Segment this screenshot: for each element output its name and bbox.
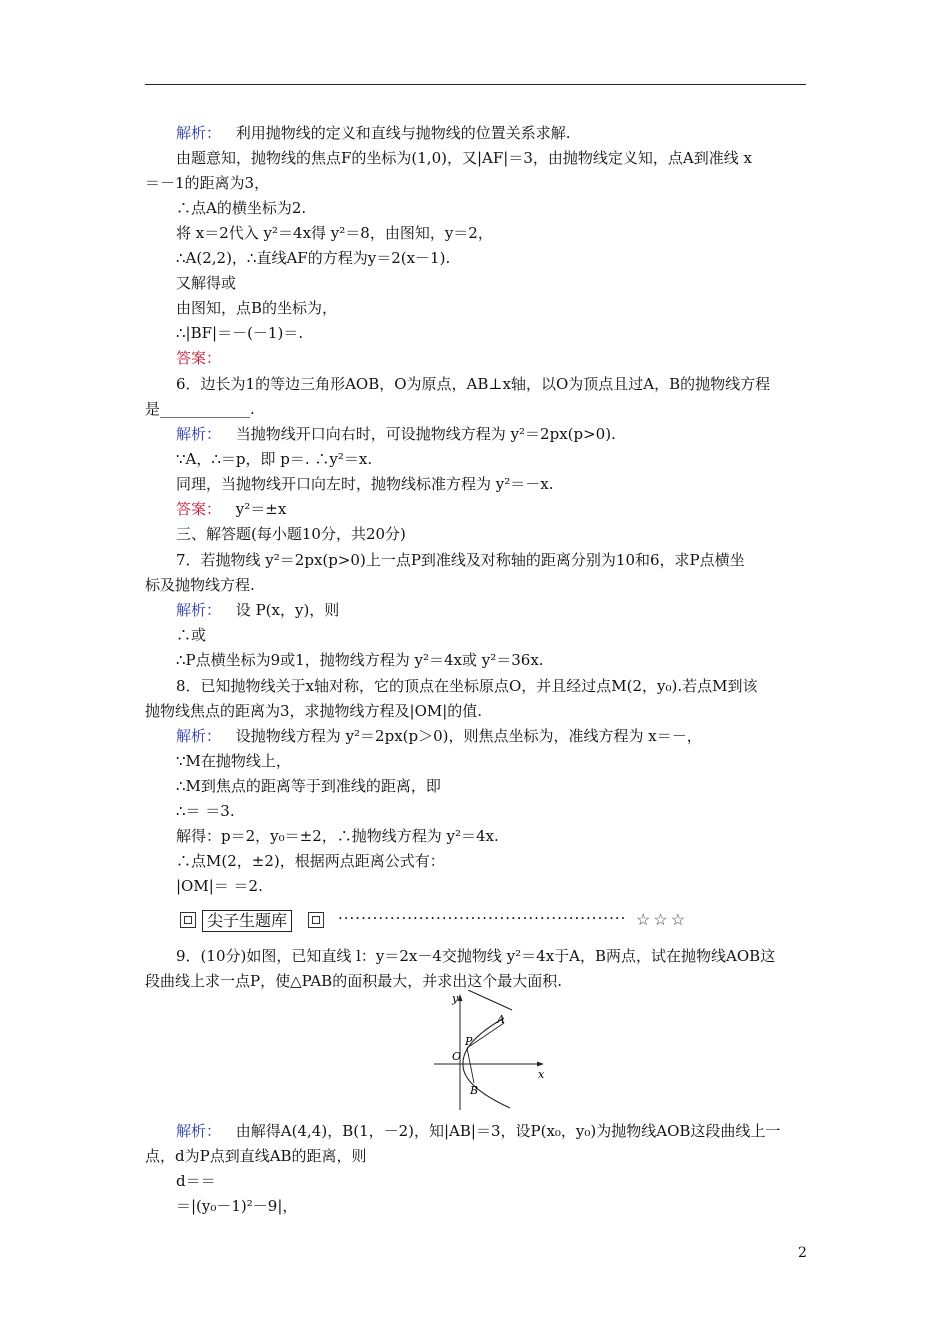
- banner-title: 尖子生题库: [202, 910, 292, 932]
- segment-pb: [467, 1048, 474, 1083]
- q8-line-4: ∴M到焦点的距离等于到准线的距离，即: [176, 777, 441, 795]
- line-3: ＝－1的距离为3，: [145, 174, 270, 192]
- analysis-text: 利用抛物线的定义和直线与抛物线的位置关系求解.: [235, 124, 571, 142]
- q6-solution: [176, 424, 616, 444]
- answer-text: y²＝±x: [235, 500, 287, 518]
- point-a-label: A: [497, 1013, 505, 1026]
- analysis-text: 设抛物线方程为 y²＝2px(p＞0)，则焦点坐标为，准线方程为 x＝－，: [235, 727, 702, 745]
- question-6-line-2: 是____________.: [145, 400, 255, 418]
- q8-line-3: ∵M在抛物线上，: [176, 752, 291, 770]
- star-rating-icon: ☆☆☆: [636, 910, 689, 929]
- page-number: 2: [798, 1245, 807, 1261]
- analysis-label: 解析：: [176, 727, 222, 745]
- question-7-line-1: 7．若抛物线 y²＝2px(p>0)上一点P到准线及对称轴的距离分别为10和6，求P点横坐: [176, 551, 745, 569]
- answer-label: 答案：: [176, 349, 222, 367]
- line-5: 将 x＝2代入 y²＝4x得 y²＝8，由图知，y＝2，: [176, 224, 493, 242]
- parabola-figure: [432, 990, 552, 1114]
- q8-line-6: 解得：p＝2，y₀＝±2，∴抛物线方程为 y²＝4x.: [176, 827, 499, 845]
- line-4: ∴点A的横坐标为2.: [176, 199, 307, 217]
- analysis-label: 解析：: [176, 1122, 222, 1140]
- analysis-label: 解析：: [176, 124, 222, 142]
- box-right-icon: [308, 912, 324, 928]
- section-3-heading: 三、解答题(每小题10分，共20分): [176, 525, 406, 543]
- line-1: [176, 123, 571, 143]
- point-b-label: B: [470, 1084, 479, 1097]
- y-axis-arrow-icon: [458, 994, 463, 1001]
- q9-line-5: ＝|(y₀－1)²－9|，: [176, 1197, 298, 1215]
- origin-label: O: [452, 1050, 462, 1063]
- q8-line-7: ∴点M(2，±2)，根据两点距离公式有：: [176, 852, 445, 870]
- line-2: 由题意知，抛物线的焦点F的坐标为(1,0)，又|AF|＝3，由抛物线定义知，点A到准线 x: [176, 149, 752, 167]
- question-8-line-2: 抛物线焦点的距离为3，求抛物线方程及|OM|的值.: [145, 702, 483, 720]
- line-8: 由图知，点B的坐标为，: [176, 299, 338, 317]
- analysis-text: 设 P(x，y)，则: [235, 601, 340, 619]
- question-7-line-2: 标及抛物线方程.: [145, 576, 255, 594]
- point-p-label: P: [465, 1035, 473, 1048]
- q6-answer: [176, 499, 286, 519]
- analysis-text: 当抛物线开口向右时，可设抛物线方程为 y²＝2px(p>0).: [235, 425, 616, 443]
- segment-pa: [467, 1023, 504, 1048]
- line-9: ∴|BF|＝－(－1)＝.: [176, 324, 304, 342]
- q7-line-4: ∴P点横坐标为9或1，抛物线方程为 y²＝4x或 y²＝36x.: [176, 651, 544, 669]
- q8-line-8: |OM|＝ ＝2.: [176, 877, 263, 895]
- question-9-line-2: 段曲线上求一点P，使△PAB的面积最大，并求出这个最大面积.: [145, 972, 562, 990]
- q6-line-4: 同理，当抛物线开口向左时，抛物线标准方程为 y²＝－x.: [176, 475, 554, 493]
- x-axis-arrow-icon: [537, 1062, 544, 1067]
- banner-dots: ··················································: [338, 909, 627, 927]
- question-8-line-1: 8．已知抛物线关于x轴对称，它的顶点在坐标原点O，并且经过点M(2，y₀).若点M到该: [176, 677, 758, 695]
- q6-line-3: ∵A，∴＝p，即 p＝. ∴y²＝x.: [176, 450, 373, 468]
- answer-label: 答案：: [176, 500, 222, 518]
- section-banner: [180, 910, 710, 932]
- analysis-label: 解析：: [176, 425, 222, 443]
- q8-solution: [176, 726, 702, 746]
- q7-solution: [176, 600, 339, 620]
- line-6: ∴A(2,2)，∴直线AF的方程为y＝2(x－1).: [176, 249, 451, 267]
- analysis-text: 由解得A(4,4)，B(1，－2)，知|AB|＝3，设P(x₀，y₀)为抛物线AOB这段曲线上一: [235, 1122, 781, 1140]
- header-rule: [145, 84, 806, 85]
- q7-line-3: ∴或: [176, 626, 207, 644]
- y-axis-label: y: [452, 992, 459, 1005]
- q9-line-4: d＝＝: [176, 1172, 216, 1190]
- box-left-icon: [180, 912, 196, 928]
- line-l: [468, 990, 512, 1010]
- q8-line-5: ∴＝ ＝3.: [176, 802, 235, 820]
- question-9-line-1: 9．(10分)如图，已知直线 l：y＝2x－4交抛物线 y²＝4x于A，B两点，试在抛物线AOB这: [176, 947, 776, 965]
- line-7: 又解得或: [176, 274, 237, 292]
- question-6-line-1: 6．边长为1的等边三角形AOB，O为原点，AB⊥x轴，以O为顶点且过A，B的抛物线方程: [176, 375, 771, 393]
- q9-solution: [176, 1121, 780, 1141]
- q9-line-3: 点，d为P点到直线AB的距离，则: [145, 1147, 367, 1165]
- analysis-label: 解析：: [176, 601, 222, 619]
- x-axis-label: x: [538, 1068, 545, 1081]
